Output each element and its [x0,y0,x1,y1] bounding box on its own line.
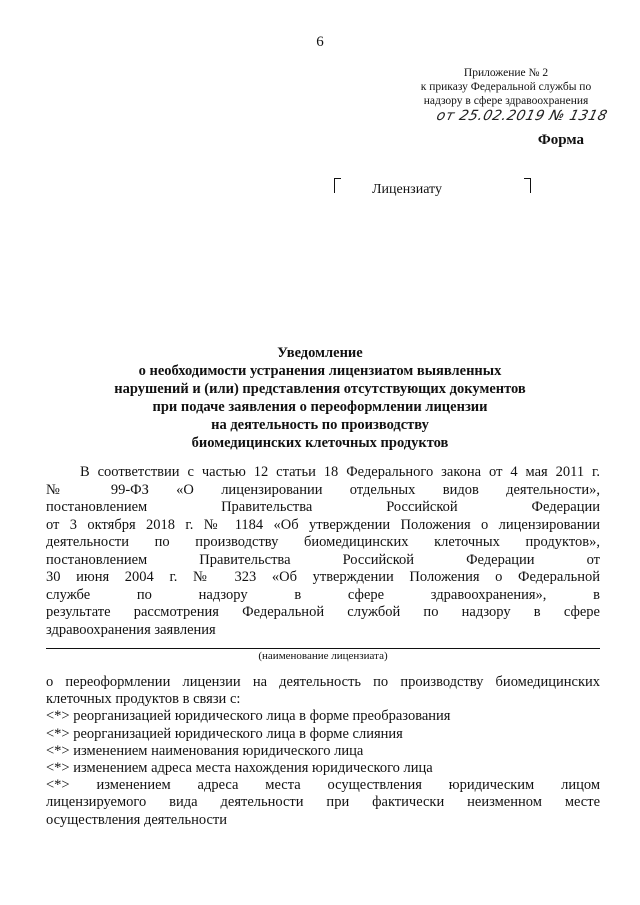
body-line: 30 июня 2004 г. № 323 «Об утверждении Положения о Федеральной [46,569,600,585]
licensee-name-caption: (наименование лицензиата) [258,650,388,662]
address-bracket-right [524,178,531,193]
body-line: от 3 октября 2018 г. № 1184 «Об утверждении Положения о лицензировании [46,516,600,533]
reason-item: <*> изменением наименования юридического лица [46,742,364,759]
body-line: В соответствии с частью 12 статьи 18 Федерального закона от 4 мая 2011 г. [80,464,600,480]
body-line: деятельности по производству биомедицинских клеточных продуктов», [46,534,600,550]
title-line: при подаче заявления о переоформлении лицензии [152,399,488,415]
address-bracket-left [334,178,341,193]
appendix-line: Приложение № 2 [463,67,549,79]
body-line: № 99-ФЗ «О лицензировании отдельных видов деятельности», [46,481,600,498]
body-line: клеточных продуктов в связи с: [46,691,241,708]
body-line: осуществления деятельности [46,811,227,828]
reasons-paragraph [46,674,600,829]
title-line: на деятельность по производству [211,417,429,433]
body-line: постановлением Правительства Российской Федерации от [46,551,600,568]
body-line: службе по надзору в сфере здравоохранения», в [46,586,600,603]
appendix-line: к приказу Федеральной службы по [420,81,592,93]
appendix-note [400,66,612,108]
document-title [40,344,600,452]
reason-item: <*> реорганизацией юридического лица в форме преобразования [46,708,451,725]
handwritten-date-number: от 25.02.2019 № 1318 [434,108,610,124]
title-line: нарушений и (или) представления отсутствующих документов [114,381,526,397]
body-line: лицензируемого вида деятельности при фактически неизменном месте [46,794,600,811]
reason-item: <*> реорганизацией юридического лица в форме слияния [46,725,403,742]
body-line: о переоформлении лицензии на деятельность по производству биомедицинских [46,674,600,690]
page-number: 6 [316,34,324,50]
form-label: Форма [537,132,584,148]
body-line: постановлением Правительства Российской Федерации [46,499,600,515]
body-line: результате рассмотрения Федеральной службой по надзору в сфере [46,604,600,620]
reason-item: <*> изменением адреса места нахождения юридического лица [46,760,433,777]
title-line: Уведомление [277,345,363,361]
appendix-line: надзору в сфере здравоохранения [423,95,589,107]
body-paragraph [46,464,600,639]
title-line: биомедицинских клеточных продуктов [191,435,449,451]
reason-item: <*> изменением адреса места осуществления юридическим лицом [46,777,600,794]
addressee: Лицензиату [372,182,442,197]
body-line: здравоохранения заявления [46,621,216,638]
title-line: о необходимости устранения лицензиатом выявленных [138,363,502,379]
licensee-name-line [46,648,600,649]
